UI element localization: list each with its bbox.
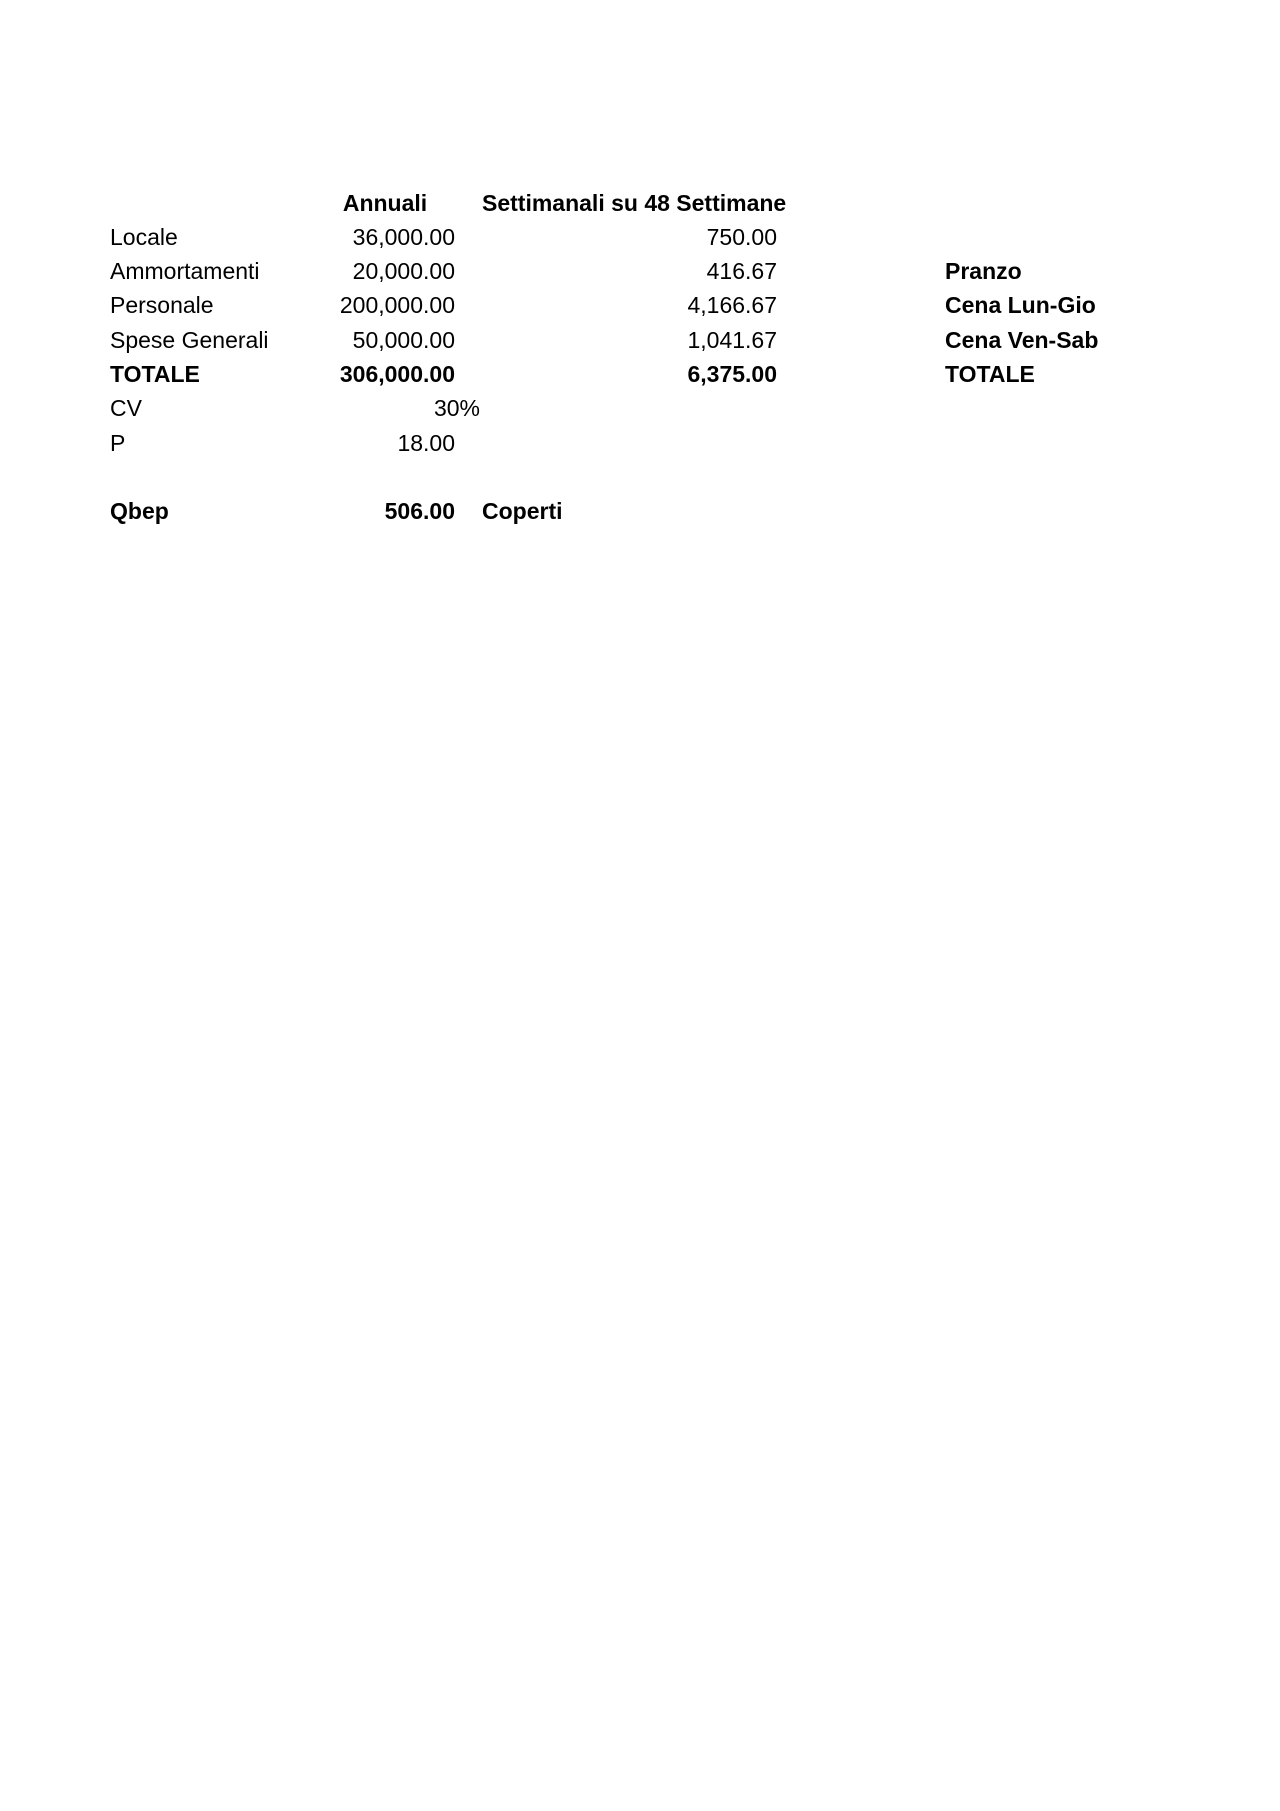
row-annual-personale: 200,000.00 (339, 292, 455, 318)
qbep-value: 506.00 (384, 498, 455, 524)
row-label-totale: TOTALE (110, 361, 200, 387)
row-weekly-personale: 4,166.67 (687, 292, 777, 318)
header-weekly: Settimanali su 48 Settimane (482, 190, 787, 216)
right-label-cena-lun-gio: Cena Lun-Gio (945, 292, 1096, 318)
cv-value: 30% (433, 395, 480, 421)
row-annual-totale: 306,000.00 (339, 361, 455, 387)
right-label-cena-ven-sab: Cena Ven-Sab (945, 327, 1099, 353)
qbep-unit: Coperti (482, 498, 563, 524)
cv-label: CV (110, 395, 142, 421)
row-weekly-totale: 6,375.00 (687, 361, 777, 387)
right-label-pranzo: Pranzo (945, 258, 1022, 284)
row-weekly-spese-generali: 1,041.67 (687, 327, 777, 353)
row-weekly-ammortamenti: 416.67 (706, 258, 777, 284)
row-annual-locale: 36,000.00 (352, 224, 455, 250)
row-annual-spese-generali: 50,000.00 (352, 327, 455, 353)
p-label: P (110, 430, 126, 456)
p-value: 18.00 (397, 430, 455, 456)
qbep-label: Qbep (110, 498, 169, 524)
right-label-totale: TOTALE (945, 361, 1035, 387)
row-weekly-locale: 750.00 (706, 224, 777, 250)
row-label-locale: Locale (110, 224, 178, 250)
row-annual-ammortamenti: 20,000.00 (352, 258, 455, 284)
header-annual: Annuali (342, 190, 428, 216)
row-label-personale: Personale (110, 292, 214, 318)
row-label-ammortamenti: Ammortamenti (110, 258, 260, 284)
row-label-spese-generali: Spese Generali (110, 327, 269, 353)
